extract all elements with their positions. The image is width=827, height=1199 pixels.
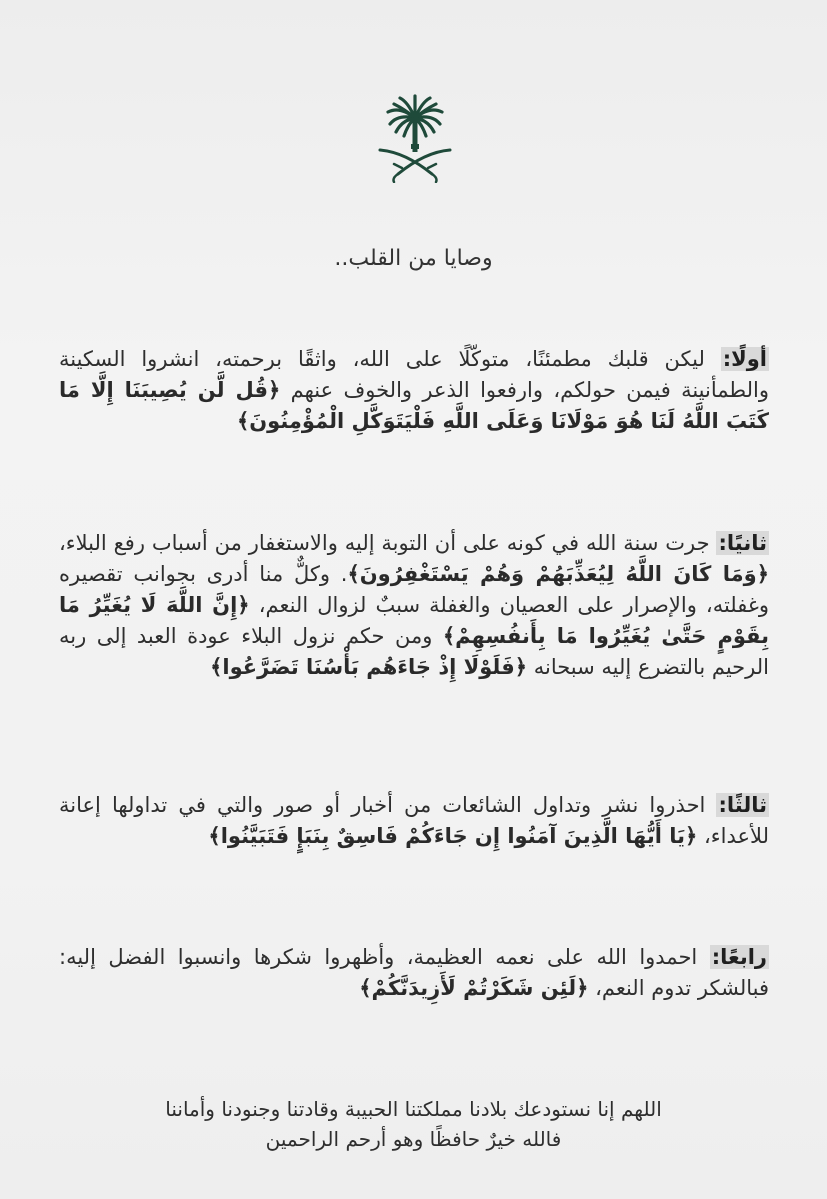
quran-verse: ﴿وَمَا كَانَ اللَّهُ لِيُعَذِّبَهُمْ وَهُمْ يَسْتَغْفِرُونَ﴾: [347, 562, 769, 586]
section-fourth: [59, 942, 769, 1004]
saudi-emblem-icon: [370, 88, 460, 183]
section-text: احذروا نشر وتداول الشائعات من أخبار أو صور والتي في تداولها إعانة للأعداء،: [59, 793, 769, 848]
section-second: [59, 528, 769, 683]
section-label: ثالثًا:: [718, 793, 767, 817]
quran-verse: ﴿لَئِن شَكَرْتُمْ لَأَزِيدَنَّكُمْ﴾: [359, 976, 589, 1000]
document-title: وصايا من القلب..: [334, 246, 493, 271]
closing-prayer: [0, 1094, 827, 1154]
section-text: احمدوا الله على نعمه العظيمة، وأظهروا شكرها وانسبوا الفضل إليه: فبالشكر تدوم النعم،: [59, 945, 769, 1000]
closing-line-1: اللهم إنا نستودعك بلادنا مملكتنا الحبيبة وقادتنا وجنودنا وأماننا: [165, 1097, 662, 1121]
section-label: أولًا:: [722, 347, 767, 371]
section-label: رابعًا:: [711, 945, 767, 969]
section-label: ثانيًا:: [718, 531, 767, 555]
section-third: [59, 790, 769, 852]
closing-line-2: فالله خيرٌ حافظًا وهو أرحم الراحمين: [265, 1127, 562, 1151]
section-text: ومن حكم نزول البلاء عودة العبد إلى ربه الرحيم بالتضرع إليه سبحانه: [59, 624, 769, 679]
quran-verse: ﴿يَا أَيُّهَا الَّذِينَ آمَنُوا إِن جَاءَكُمْ فَاسِقٌ بِنَبَإٍ فَتَبَيَّنُوا﴾: [208, 824, 698, 848]
quran-verse: ﴿إِنَّ اللَّهَ لَا يُغَيِّرُ مَا بِقَوْمٍ حَتَّىٰ يُغَيِّرُوا مَا بِأَنفُسِهِمْ﴾: [59, 593, 769, 648]
section-text: . وكلٌّ منا أدرى بجوانب تقصيره وغفلته، والإصرار على العصيان والغفلة سببٌ لزوال النعم،: [59, 562, 769, 617]
section-text: ليكن قلبك مطمئنًا، متوكّلًا على الله، واثقًا برحمته، انشروا السكينة والطمأنينة فيمن حولكم، وارفعوا الذعر والخوف عنهم: [59, 347, 770, 402]
section-text: جرت سنة الله في كونه على أن التوبة إليه والاستغفار من أسباب رفع البلاء،: [59, 531, 717, 555]
quran-verse: ﴿قُل لَّن يُصِيبَنَا إِلَّا مَا كَتَبَ اللَّهُ لَنَا هُوَ مَوْلَانَا وَعَلَى اللَّهِ فَلْيَتَوَكَّلِ الْمُؤْمِنُونَ﴾: [59, 378, 769, 433]
section-first: [59, 344, 769, 437]
quran-verse: ﴿فَلَوْلَا إِذْ جَاءَهُم بَأْسُنَا تَضَرَّعُوا﴾: [210, 655, 528, 679]
